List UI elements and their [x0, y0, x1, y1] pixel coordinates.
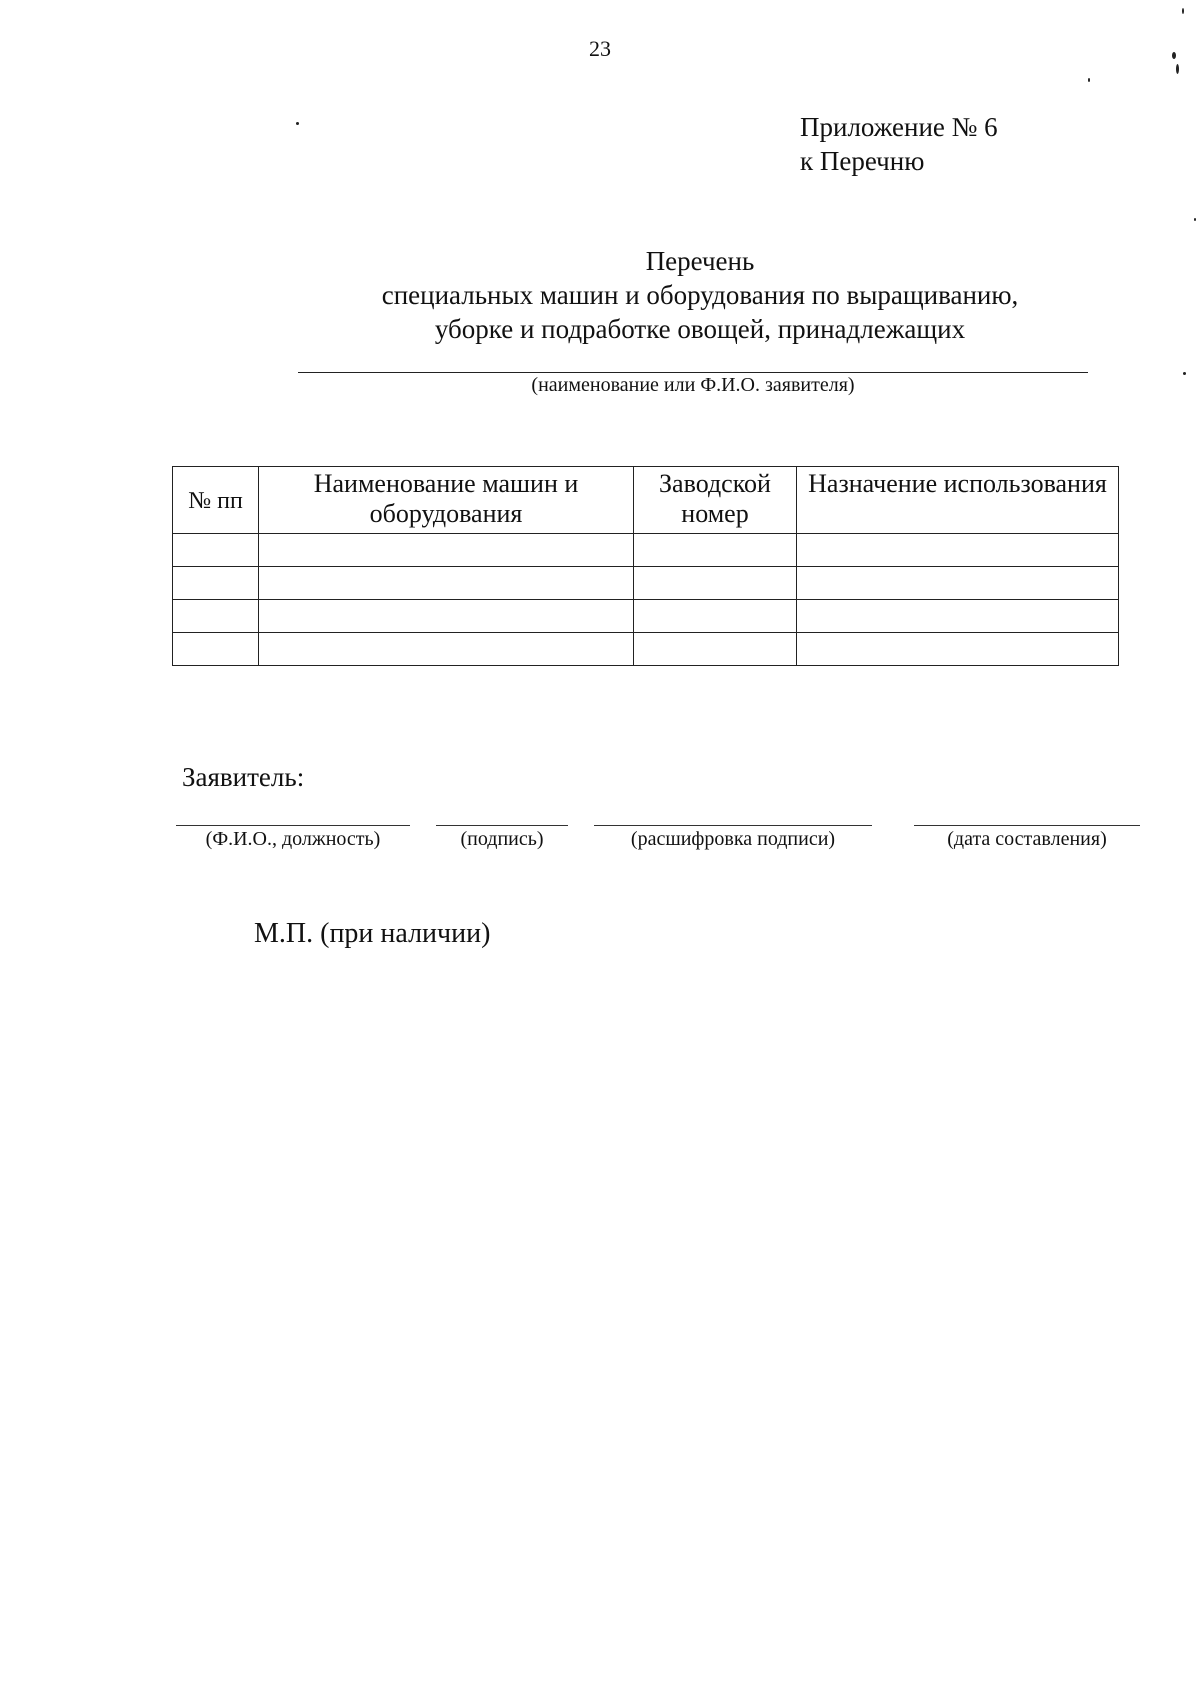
scan-speck	[1194, 218, 1196, 221]
header-purpose: Назначение использования	[797, 467, 1119, 534]
table-cell[interactable]	[797, 567, 1119, 600]
scan-speck	[1172, 52, 1176, 59]
applicant-name-line	[298, 372, 1088, 373]
date-caption: (дата составления)	[947, 828, 1107, 850]
table-row	[173, 633, 1119, 666]
table-cell[interactable]	[259, 633, 634, 666]
table-cell[interactable]	[634, 567, 797, 600]
title-line-3: уборке и подработке овощей, принадлежащих	[434, 314, 966, 344]
table-cell[interactable]	[634, 534, 797, 567]
annex-reference	[800, 110, 998, 178]
fio-signature-line	[176, 825, 410, 826]
decoding-caption: (расшифровка подписи)	[630, 828, 836, 850]
table-cell[interactable]	[634, 600, 797, 633]
scan-speck	[1088, 78, 1090, 82]
table-row	[173, 567, 1119, 600]
signature-line	[436, 825, 568, 826]
scan-speck	[1182, 8, 1184, 14]
date-signature-line	[914, 825, 1140, 826]
table-cell[interactable]	[634, 633, 797, 666]
scan-speck	[296, 122, 299, 125]
scan-speck	[1176, 64, 1179, 74]
header-equipment-name: Наименование машин и оборудования	[259, 467, 634, 534]
applicant-label: Заявитель:	[182, 762, 305, 792]
table-cell[interactable]	[797, 633, 1119, 666]
table-cell[interactable]	[173, 534, 259, 567]
table-cell[interactable]	[259, 600, 634, 633]
title-line-2: специальных машин и оборудования по выращиванию,	[381, 280, 1019, 310]
table-row	[173, 534, 1119, 567]
annex-line-1: Приложение № 6	[800, 112, 998, 142]
signature-caption: (подпись)	[460, 828, 544, 850]
header-serial-number: Заводской номер	[634, 467, 797, 534]
table-cell[interactable]	[173, 600, 259, 633]
annex-line-2: к Перечню	[800, 146, 925, 176]
table-cell[interactable]	[797, 534, 1119, 567]
table-cell[interactable]	[173, 567, 259, 600]
decoding-signature-line	[594, 825, 872, 826]
header-number: № пп	[173, 467, 259, 534]
table-row	[173, 600, 1119, 633]
equipment-table	[172, 466, 1119, 666]
table-cell[interactable]	[797, 600, 1119, 633]
fio-caption: (Ф.И.О., должность)	[205, 828, 381, 850]
table-cell[interactable]	[173, 633, 259, 666]
table-header-row	[173, 467, 1119, 534]
title-line-1: Перечень	[645, 246, 755, 276]
scan-speck	[1183, 372, 1186, 375]
stamp-placeholder: М.П. (при наличии)	[254, 918, 491, 949]
applicant-name-caption: (наименование или Ф.И.О. заявителя)	[531, 374, 855, 396]
table-cell[interactable]	[259, 534, 634, 567]
table-cell[interactable]	[259, 567, 634, 600]
page-number: 23	[589, 36, 611, 61]
document-title	[260, 244, 1140, 346]
